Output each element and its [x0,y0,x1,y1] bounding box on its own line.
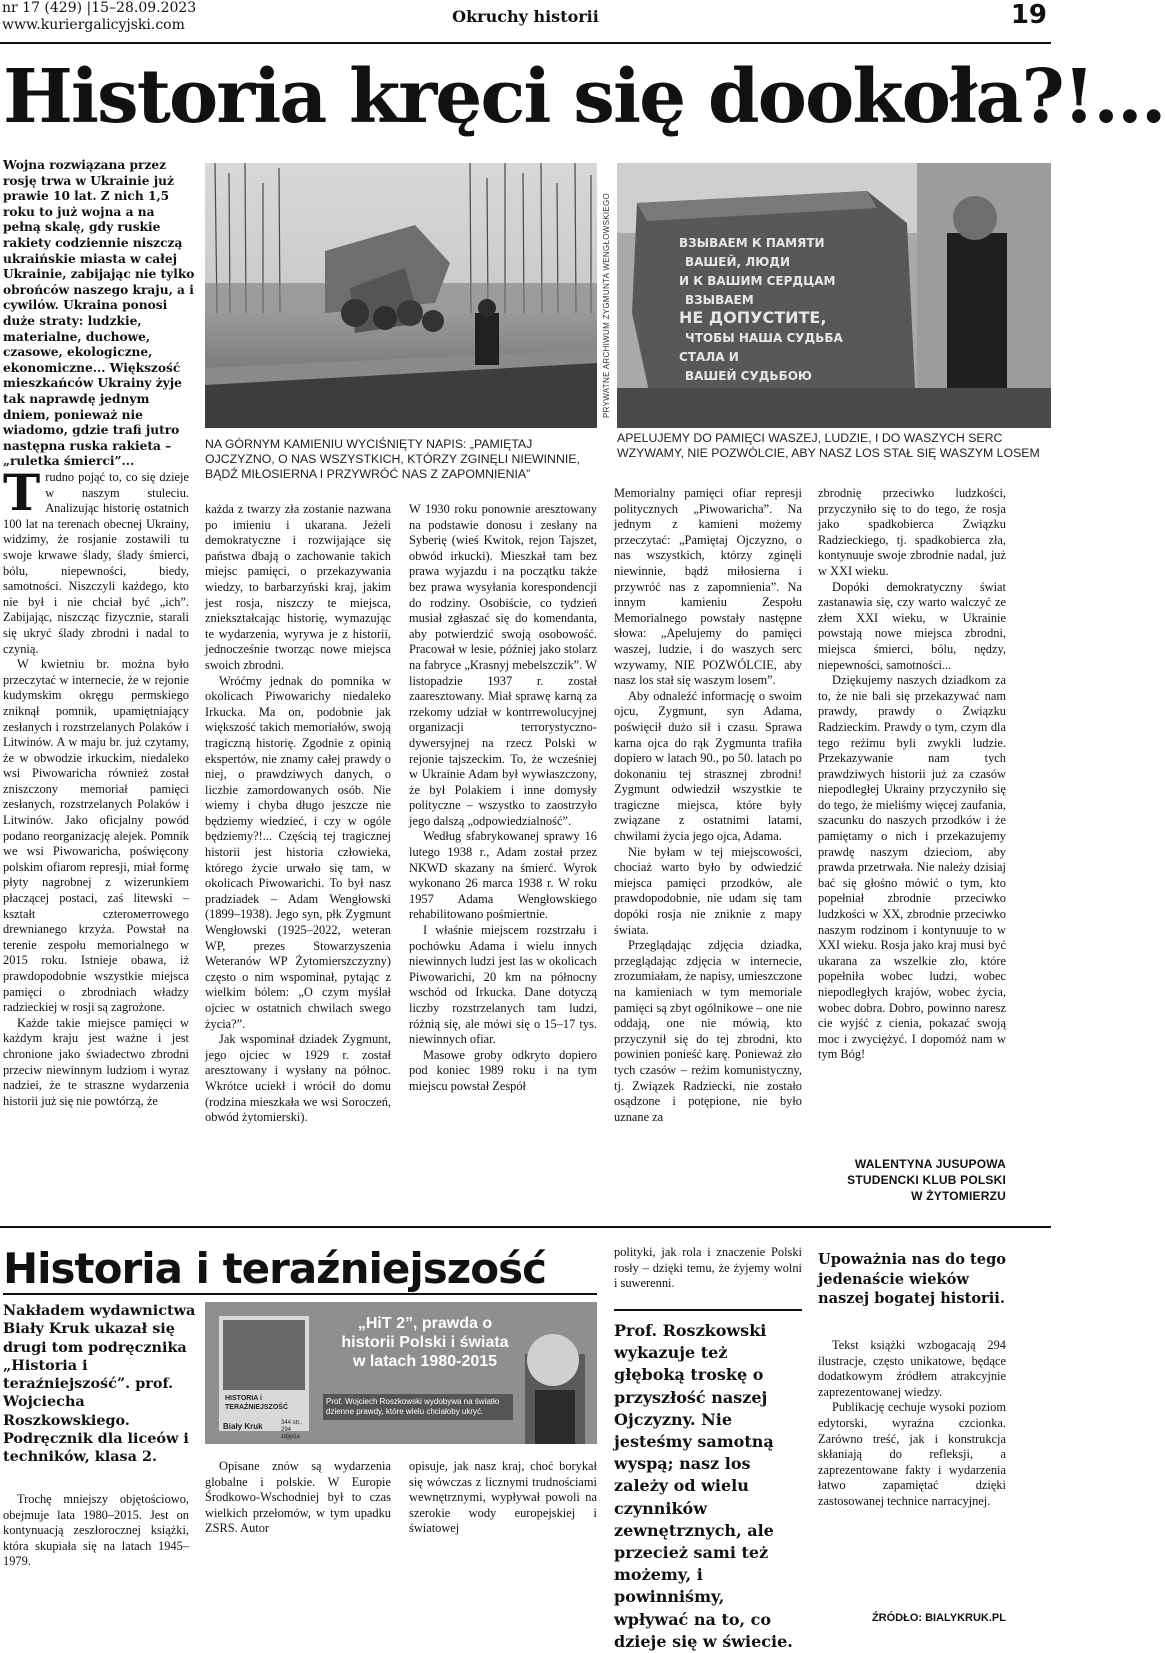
article-column-3 [409,502,597,1208]
website-link[interactable]: www.kuriergalicyjski.com [2,17,185,33]
stone-inscription-line: СТАЛА И [679,350,739,364]
stone-inscription-line: И К ВАШИМ СЕРДЦАМ [679,274,836,288]
photo-1-caption: NA GÓRNYM KAMIENIU WYCIŚNIĘTY NAPIS: „PAMIĘTAJ OJCZYZNO, O NAS WSZYSTKICH, KTÓRZY ZGINĘLI NIEWINNIE, BĄDŹ MIŁOSIERNA I PRZYWRÓĆ NAS Z ZAPOMNIENIA” [205,437,580,481]
article-column-2 [205,502,391,1208]
col1-paragraph: Każde takie miejsce pamięci w każdym kraju jest ważne i jest chronione jako świadectwo zbrodni przeciw niewinnym ludziom i wyraz nadziei, że te straszne wydarzenia historii już się nie powtórzą, że [3,1015,189,1108]
ad-publisher: Biały Kruk [223,1422,263,1431]
author-name: WALENTYNA JUSUPOWA [854,1157,1006,1171]
article-column-4 [614,486,802,1208]
book-advertisement[interactable] [205,1302,597,1444]
article-2-column-2 [205,1459,391,1632]
col2-paragraph: Jak wspominał dziadek Zygmunt, jego ojciec w 1929 r. został aresztowany i wysłany na północ. Wkrótce uciekł i wrócił do domu (rodzina mieszkała we wsi Soroczeń, obwód żytomierski). [205,1032,391,1125]
col1-paragraph: W kwietniu br. można było przeczytać w internecie, że w rejonie kudymskim okręgu permskiego zniknął pomnik, upamiętniający zesłanych i rozstrzelanych Polaków i Litwinów. A w maju br. już czytamy, że w obwodzie irkuckim, niedaleko wsi Piwowaricha również został zniszczony memoriał pamięci zesłanych, rozstrzelanych Polaków i Litwinów. Jako oficjalny powód podano reorganizację alejek. Pomnik we wsi Piwowaricha, poświęcony polskim ofiarom represji, miał formę płyty nagrobnej z wizerunkiem płaczącej postaci, zaś litewski – kształt czteroметrowego drewnianego krzyża. Powstał na terenie zespołu memorialnego w 2015 roku. Istnieje obawa, iż prawdopodobnie wszystkie miejsca pamięci o zbrodniach władzy radzieckiej w rosji są zagrożone. [3,657,189,1015]
a2-col1-paragraph: Trochę mniejszy objętościowo, obejmuje lata 1980–2015. Jest on kontynuacją zeszłorocznej książki, która skupiała się na latach 1945–1979. [3,1492,189,1569]
a2-col5-paragraph: Publikację cechuje wysoki poziom edytorski, wyraźna czcionka. Zarówno treść, jak i konstrukcja skłaniają do refleksji, a zaprezentowane fakty i wydarzenia łatwo zapamiętać dzięki zastosowanej technice narracyjnej. [818,1400,1006,1508]
memorial-photo-1 [205,163,597,428]
author-affiliation: STUDENCKI KLUB POLSKI [847,1173,1006,1187]
article-2-column-5 [818,1338,1006,1608]
article-headline: Historia kręci się dookoła?!... [3,54,1165,140]
article-2-column-4 [614,1245,802,1309]
stone-inscription-line: ВАШЕЙ СУДЬБОЮ [685,369,813,383]
stone-inscription-line: ВАШЕЙ, ЛЮДИ [685,255,791,269]
a2-col5-paragraph: Tekst książki wzbogacają 294 ilustracje, często unikatowe, będące dodatkowym źródłem atrakcyjnie zaprezentowanej wiedzy. [818,1338,1006,1399]
article-2-column-3 [409,1459,597,1632]
stone-inscription-line: НЕ ДОПУСТИТЕ, [679,308,827,327]
stone-inscription-line: ВЗЫВАЕМ [685,293,754,307]
col4-paragraph: Nie byłam w tej miejscowości, chociaż warto było by odwiedzić miejsca pamięci przodków, ale prawdopodobnie, nie udam się tam dopóki rosja nie zniknie z mapy świata. [614,844,802,937]
pullquote-rule [614,1309,802,1311]
article-column-5 [818,486,1006,1138]
col4-paragraph: Memorialny pamięci ofiar represji politycznych „Piwowaricha”. Na jednym z kamieni możemy przeczytać: „Pamiętaj Ojczyzno, o nas wszystkich, którzy zginęli niewinnie, bądź miłosierna i przywróć nas z zapomnienia”. Na innym kamieniu Zespołu Memorialnego powstały następne słowa: „Apelujemy do pamięci waszej, ludzie, i do waszych serc wzywamy, NIE POZWÓLCIE, aby nasz los stał się waszym losem”. [614,486,802,688]
col4-paragraph: Przeglądając zdjęcia dziadka, przeglądając zdjęcia w internecie, zrozumiałam, że napisy, umieszczone na kamieniach w tym memoriale pamięci są zbyt ogólnikowe – one nie oddają, one nie mówią, kto przyczynił się do tej zbrodni, kto powinien ponieść karę. Ponieważ zło tych czasów – reżim komunistyczny, tj. Związek Radziecki, nie zostało osądzone i potępione, nie było uznane za [614,938,802,1124]
author-city: W ŻYTOMIERZU [911,1189,1006,1203]
photo-credit: PRYWATNE ARCHIWUM ZYGMUNTA WENGŁOWSKIEGO [602,192,611,418]
a2-col4-paragraph: polityki, jak rola i znaczenie Polski rosły – dzięki temu, że żyjemy wolni i suwerenni. [614,1245,802,1291]
col5-paragraph: Dziękujemy naszych dziadkom za to, że nie bali się przekazywać nam prawdy, prawdy o Związku Radzieckim. Prawdy o tym, czym dla tego reżimu byli zwykli ludzie. Przekazywanie nam tych prawdziwych historii już za czasów niepodległej Ukrainy przyczyniło się do tego, że mieliśmy więcej zaufania, szacunku do naszych przodków i że pamiętamy o nich i przekazujemy prawdę naszym dzieciom, aby prawda przetrwała. Nie należy dzisiaj bać się głośno mówić o tym, kto popełniał zbrodnie przeciwko ludzkości w XX, zbrodnie przeciwko naszym rodzinom i kontynuuje to w XXI wieku. Rosja jako kraj musi być ukarana za wszelkie zło, które popełniła wobec ludzi, wobec niepodległych krajów, wobec życia, wobec dobra. Dobro, powinno naresz cie wyjść z cienia, pokazać swoją moc i zwyciężyć. I dopomóż nam w tym Bóg! [818,673,1006,1062]
article-column-1 [3,463,189,1208]
issue-number: nr 17 (429) |15–28.09.2023 [2,0,197,16]
photo-2-caption: APELUJEMY DO PAMIĘCI WASZEJ, LUDZIE, I DO WASZYCH SERC WZYWAMY, NIE POZWÓLCIE, ABY NASZ LOS STAŁ SIĘ WASZYM LOSEM [617,431,1040,460]
col2-paragraph: każda z twarzy zła zostanie nazwana po imieniu i ukarana. Jeżeli demokratyczne i rozwijające się państwa dbają o zachowanie takich miejsc pamięci, o przekazywania wiedzy, to barbarzyński kraj, jakim jest rosja, niszczy te miejsca, zniekształcając historię, wymazując te wydarzenia, wyrywa je z historii, jednocześnie tworząc nowe miejsca swoich zbrodni. [205,502,391,672]
col3-paragraph: Masowe groby odkryto dopiero pod koniec 1989 roku i na tym miejscu powstał Zespół [409,1047,597,1093]
page-number: 19 [1010,0,1047,30]
article-2-lead: Nakładem wydawnictwa Biały Kruk ukazał się drugi tom podręcznika „Historia i teraźniejszość”. prof. Wojciecha Roszkowskiego. Podręcznik dla liceów i techników, klasa 2. [3,1302,196,1466]
pull-quote: Prof. Roszkowski wykazuje też głęboką troskę o przyszłość naszej Ojczyzny. Nie jesteśmy samotną wyspą; nasz los zależy od wielu czynników zewnętrznych, ale przecież sami też możemy, i powinniśmy, wpływać na to, co dzieje się w świecie. [614,1321,793,1651]
ad-pages: 344 str., 294 zdjęcia [281,1420,303,1440]
memorial-photo-2 [617,163,1051,428]
drop-cap: T [3,463,41,522]
section-divider [0,1226,1051,1228]
stone-inscription-line: ВЗЫВАЕМ К ПАМЯТИ [679,236,825,250]
ad-subtitle: Prof. Wojciech Roszkowski wydobywa na światło dzienne prawdy, które wielu chciałoby ukryć. [323,1394,513,1420]
ad-title: „HiT 2”, prawda o historii Polski i świata w latach 1980-2015 [341,1315,509,1370]
headline-2-underline [3,1293,597,1295]
a2-col3-paragraph: opisuje, jak nasz kraj, choć borykał się wówczas z licznymi trudnościami wewnętrznymi, wypływał powoli na szerokie wody europejskiej i światowej [409,1459,597,1536]
a2-col2-paragraph: Opisane znów są wydarzenia globalne i polskie. W Europie Środkowo-Wschodniej był to czas wielkich przełomów, w tym upadku ZSRS. Autor [205,1459,391,1536]
col3-paragraph: W 1930 roku ponownie aresztowany na podstawie donosu i zesłany na Syberię (wieś Kwitok, rejon Tajszet, obwód irkucki). Mieszkał tam bez prawa wyjazdu i na początku także bez prawa wysyłania korespondencji do rodziny. Osobiście, co tydzień musiał zgłaszać się do komendanta, aby potwierdzić swoją osobowość. Pracował w lesie, później jako stolarz na fabryce „Krasnyj mebelszczik”. W listopadzie 1937 r. został zaaresztowany. Miał sprawę karną za rzekomy udział w kontrrewolucyjnej organizacji terrorystyczno-dywersyjnej na rzecz Polski w rejonie tajszeckim. To, że wcześniej w Ukrainie Adam był wywłaszczony, że był Polakiem i inne domysły polityczne – wszystko to zaostrzyło jego dalszą „odpowiedzialność”. [409,502,597,828]
article-lead: Wojna rozwiązana przez rosję trwa w Ukrainie już prawie 10 lat. Z nich 1,5 roku to już wojna a na pełną skalę, gdy ruskie rakiety codziennie niszczą ukraińskie miasta w całej Ukrainie, zabijając nie tylko obrońców naszego kraju, a i cywilów. Ukraina ponosi duże straty: ludzkie, materialne, duchowe, czasowe, ekologiczne, ekonomiczne... Większość mieszkańców Ukrainy żyje tak naprawdę jednym dniem, ponieważ nie wiadomo, gdzie trafi jutro następna ruska rakieta – „ruletka śmierci”... [3,158,195,469]
header-rule [0,42,1051,44]
article-2-column-1 [3,1492,189,1632]
col3-paragraph: Według sfabrykowanej sprawy 16 lutego 1938 r., Adam został przez NKWD skazany na śmierć. Wyrok wykonano 26 marca 1938 r. W roku 1957 Adama Wengłowskiego rehabilitowano pośmiertnie. [409,829,597,922]
page-header [0,0,1051,44]
col1-paragraph: rudno pojąć to, co się dzieje w naszym stuleciu. Analizując historię ostatnich 100 lat na terenach obecnej Ukrainy, widzimy, że rosjanie zostawili tu swoje krwawe ślady, ślady śmierci, bólu, niepewności, biedy, samotności. Niszczyli każdego, kto nie był i nie chciał być „ich”. Zabijając, niszcząc fizycznie, starali się ukryć ślady zbrodni i nadal to czynią. [3,470,189,656]
section-title: Okruchy historii [452,7,599,26]
article-2-headline: Historia i teraźniejszość [3,1244,547,1293]
col2-paragraph: Wróćmy jednak do pomnika w okolicach Piwowarichy niedaleko Irkucka. Ma on, podobnie jak większość takich memoriałów, swoją tragiczną historię. Zgodnie z opinią ekspertów, nie znamy całej prawdy o niej, o prawdziwych danych, o liczbie zamordowanych osób. Nie wiemy i chyba długo jeszcze nie będziemy wiedzieć, i czy w ogóle będziemy?!... Częścią tej tragicznej historii jest historia człowieka, którego życie urwało się tam, w okolicach Piwowarichi. To był nasz pradziadek – Adam Wengłowski (1899–1938). Jego syn, płk Zygmunt Wengłowski (1925–2022, weteran WP, prezes Stowarzyszenia Weteranów WP Żytomierszczyzny) często o nim wspominał, pytając z wielkim bólem: „O czym myślał ojciec w ostatnich chwilach swego życia?”. [205,673,391,1031]
article-2-subhead: Upoważnia nas do tego jedenaście wieków naszej bogatej historii. [818,1251,1007,1307]
book-cover-title: HISTORIA i TERAŹNIEJSZOŚĆ [225,1395,289,1411]
col3-paragraph: I właśnie miejscem rozstrzału i pochówku Adama i wielu innych niewinnych ludzi jest las w okolicach Piwowarichi, 20 km na północny wschód od Irkucka. Dane dotyczą liczby rozstrzelanych tam ludzi, różnią się, ale mówi się o 15–17 tys. niewinnych ofiar. [409,923,597,1047]
col5-paragraph: zbrodnię przeciwko ludzkości, przyczyniło się to do tego, że rosja jako spadkobierca Związku Radzieckiego, tj. spadkobierca zła, kontynuuje swoje zbrodnie nadal, już w XXI wieku. [818,486,1006,578]
article-2-source: ŹRÓDŁO: BIALYKRUK.PL [871,1612,1006,1624]
article-author [818,1156,1006,1204]
col4-paragraph: Aby odnaleźć informację o swoim ojcu, Zygmunt, syn Adama, poświęcił dużo sił i czasu. Sprawa karna ojca do rąk Zygmunta trafiła dopiero w latach 90., po 50. latach po dokonaniu tej strasznej zbrodni! Zygmunt odwiedził wszystkie te tragiczne miejsca, które były związane z ostatnimi latami, chwilami życia jego ojca, Adama. [614,688,802,844]
stone-inscription-line: ЧТОБЫ НАША СУДЬБА [685,331,843,345]
col5-paragraph: Dopóki demokratyczny świat zastanawia się, czy warto walczyć ze złem XXI wieku, w Ukrainie powstają nowe miejsca zbrodni, miejsca śmierci, bólu, nędzy, niepewności, samotności... [818,579,1006,672]
